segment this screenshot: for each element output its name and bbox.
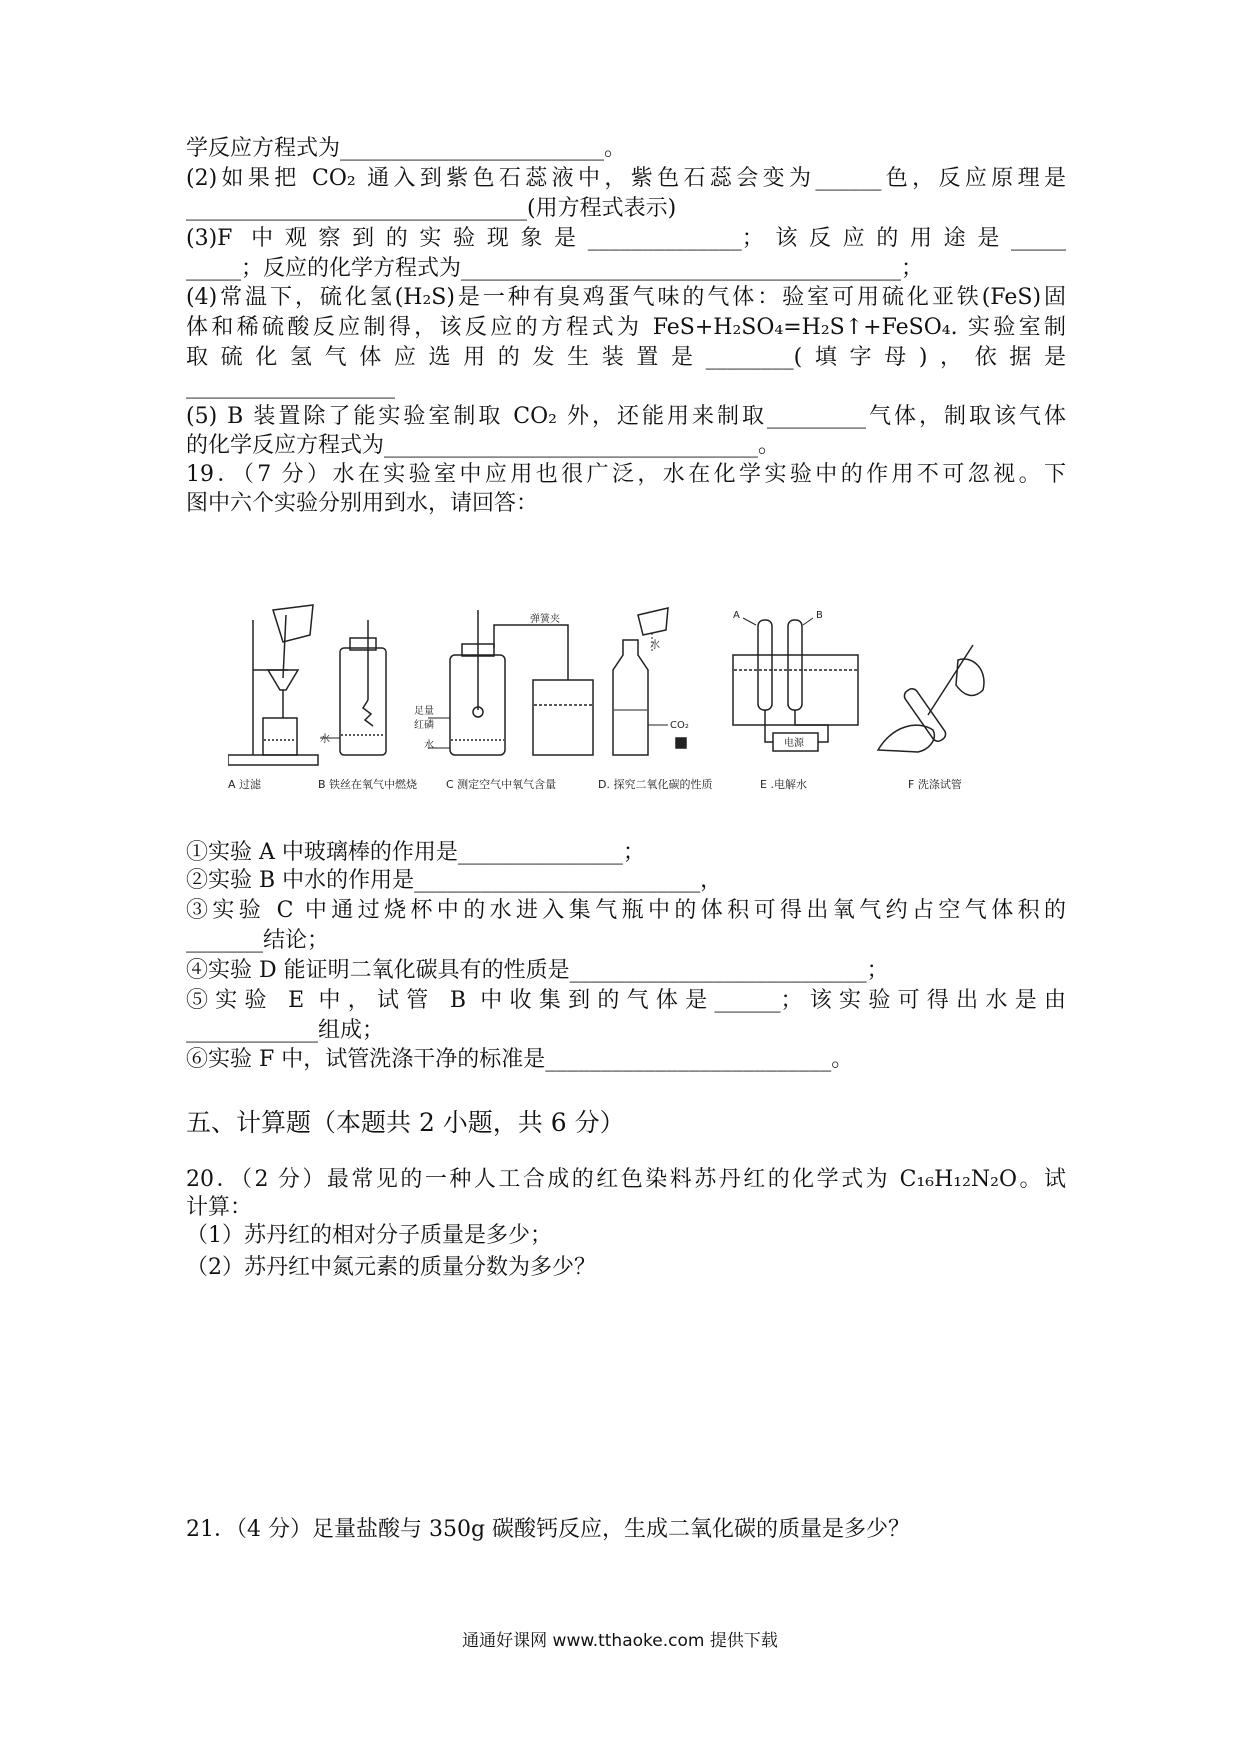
label-red-phosphorus: 红磷 (414, 720, 434, 731)
page-footer: 通通好课网 www.tthaoke.com 提供下载 (462, 1631, 778, 1651)
label-water-d: 水 (650, 640, 660, 651)
question-20-part-2: （2）苏丹红中氮元素的质量分数为多少？ (186, 1255, 596, 1280)
text-line: 体和稀硫酸反应制得，该反应的方程式为 FeS+H₂SO₄=H₂S↑+FeSO₄. 实验室制 (186, 315, 1066, 340)
experiment-figure (228, 600, 1018, 810)
text-line: _____；反应的化学方程式为________________________________________； (186, 256, 924, 281)
question-21: 21．（4 分）足量盐酸与 350g 碳酸钙反应，生成二氧化碳的质量是多少？ (186, 1517, 911, 1542)
label-water-b: 水 (320, 734, 330, 745)
label-spring-clip: 弹簧夹 (530, 614, 560, 625)
sub-question-6: ⑥实验 F 中，试管洗涤干净的标准是__________________________。 (186, 1047, 854, 1072)
question-19-header: 19．（7 分）水在实验室中应用也很广泛，水在化学实验中的作用不可忽视。下 (186, 462, 1066, 487)
text-line: ___________________ (186, 374, 395, 399)
sub-question-4: ④实验 D 能证明二氧化碳具有的性质是___________________________； (186, 958, 889, 983)
question-20-part-1: （1）苏丹红的相对分子质量是多少； (186, 1223, 552, 1248)
label-tube-b: B (816, 610, 823, 621)
caption-e: E .电解水 (760, 778, 807, 791)
apparatus-f-wash-tube (878, 645, 984, 752)
sub-question-3-cont: _______结论； (186, 928, 330, 953)
text-line: (4)常温下，硫化氢(H₂S)是一种有臭鸡蛋气味的气体：验室可用硫化亚铁(FeS)固 (186, 285, 1066, 310)
label-co2: CO₂ (670, 720, 689, 731)
text-line: 图中六个实验分别用到水，请回答： (186, 491, 539, 516)
text-line: 学反应方程式为________________________。 (186, 136, 627, 161)
sub-question-3: ③实验 C 中通过烧杯中的水进入集气瓶中的体积可得出氧气约占空气体积的 (186, 898, 1066, 923)
caption-c: C 测定空气中氧气含量 (446, 778, 557, 791)
apparatus-e-electrolysis (733, 618, 858, 751)
sub-question-1: ①实验 A 中玻璃棒的作用是_______________； (186, 840, 645, 865)
apparatus-d-co2-bottle (613, 608, 686, 755)
text-line: (3)F 中观察到的实验现象是______________；该反应的用途是_____ (186, 226, 1066, 251)
text-line: 取硫化氢气体应选用的发生装置是________(填字母)，依据是 (186, 345, 1066, 370)
sub-question-5: ⑤实验 E 中，试管 B 中收集到的气体是______；该实验可得出水是由 (186, 988, 1066, 1013)
sub-question-2: ②实验 B 中水的作用是__________________________， (186, 868, 723, 893)
caption-a: A 过滤 (228, 778, 262, 791)
label-power: 电源 (784, 738, 804, 749)
sub-question-5-cont: ____________组成； (186, 1018, 385, 1043)
label-enough: 足量 (414, 706, 434, 717)
caption-f: F 洗涤试管 (908, 778, 962, 791)
text-line: (2)如果把 CO₂ 通入到紫色石蕊液中，紫色石蕊会变为______色，反应原理是 (186, 166, 1066, 191)
label-tube-a: A (733, 610, 740, 621)
apparatus-a-filtration (228, 605, 318, 765)
section-heading: 五、计算题（本题共 2 小题，共 6 分） (186, 1108, 625, 1137)
text-line: 的化学反应方程式为__________________________________。 (186, 433, 781, 458)
caption-d: D. 探究二氧化碳的性质 (598, 778, 713, 791)
label-water-c: 水 (424, 740, 434, 751)
apparatus-c-oxygen-measure (428, 610, 593, 755)
text-line: _______________________________(用方程式表示) (186, 196, 677, 221)
caption-b: B 铁丝在氧气中燃烧 (318, 778, 418, 791)
question-20-cont: 计算： (186, 1195, 253, 1220)
question-20: 20．（2 分）最常见的一种人工合成的红色染料苏丹红的化学式为 C₁₆H₁₂N₂O。试 (186, 1167, 1066, 1192)
text-line: (5) B 装置除了能实验室制取 CO₂ 外，还能用来制取_________气体，制取该气体 (186, 404, 1066, 429)
